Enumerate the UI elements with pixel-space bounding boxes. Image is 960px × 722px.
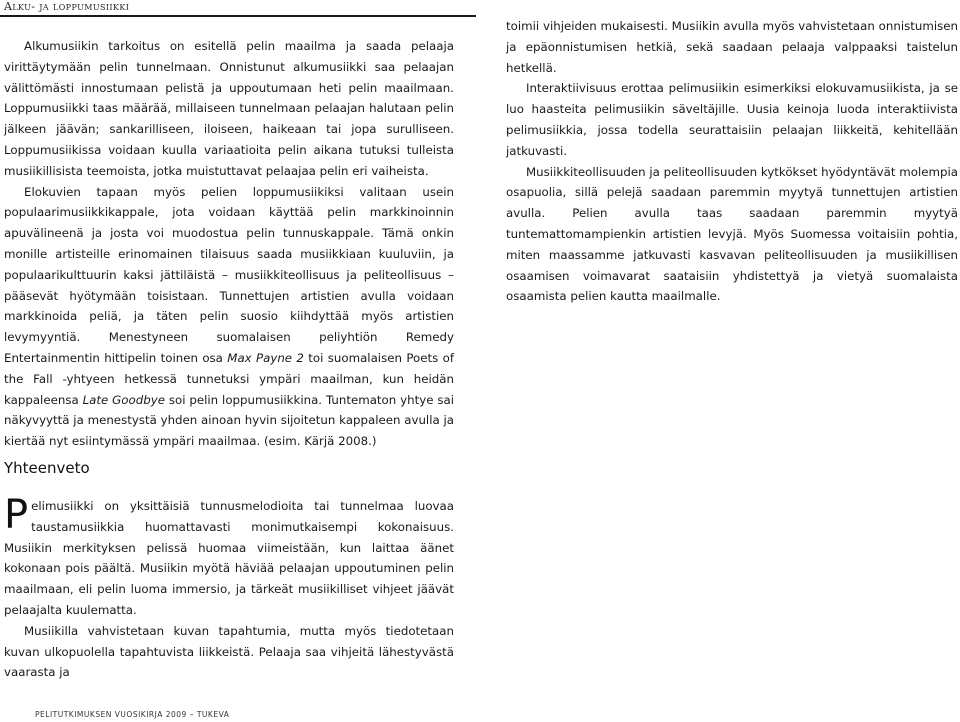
paragraph-end-music-popular bbox=[4, 182, 454, 452]
paragraph-text: toi suomalaisen Poets of the Fall -yhtyeen hetkessä tunnetuksi ympäri maailman, kun heidän kappaleensa bbox=[4, 350, 454, 407]
paragraph-text: elimusiikki on yksittäisiä tunnusmelodioita tai tunnelmaa luovaa taustamusiikkia huomattavasti monimutkaisempi kokonaisuus. Musiikin merkityksen pelissä huomaa viimeistään, kun laittaa äänet kokonaan pois päältä. Musiikin myötä häviää pelaajan uppoutuminen pelin maailmaan, eli pelin luoma immersio, ja tärkeät musiikilliset vihjeet jäävät pelaajalta kuulematta. bbox=[4, 499, 454, 617]
summary-paragraph-2: Musiikilla vahvistetaan kuvan tapahtumia, mutta myös tiedotetaan kuvan ulkopuolella tapahtuvista liikkeistä. Pelaaja saa vihjeitä lähestyvästä vaarasta ja bbox=[4, 623, 454, 680]
right-column bbox=[506, 16, 958, 307]
game-title-max-payne: Max Payne 2 bbox=[227, 350, 304, 365]
drop-cap: P bbox=[4, 492, 29, 538]
left-column bbox=[4, 36, 454, 452]
paragraph-text: Elokuvien tapaan myös pelien loppumusiikiksi valitaan usein populaarimusiikkikappale, jota voidaan käyttää pelin markkinoinnin apuvälineenä ja josta voi muodostua pelin tunnuskappale. Tämä onkin monille artisteille erinomainen tilaisuus saada musiikkiaan kuuluviin, ja populaarikulttuurin kaksi jättiläistä – musiikkiteollisuus ja peliteollisuus – pääsevät hyötymään toisistaan. Tunnettujen artistien avulla voidaan markkinoida peliä, ja täten pelin suosio kiihdyttää myös artistien levymyyntiä. Menestyneen suomalaisen peliyhtiön Remedy Entertainmentin hittipelin toinen osa bbox=[4, 184, 454, 365]
section-heading-summary: Yhteenveto bbox=[4, 459, 90, 477]
paragraph-text: soi pelin loppumusiikkina. Tuntematon yhtye sai näkyvyyttä ja menestystä yhden ainoan hyvin sijoitetun kappaleen avulla ja kiertää nyt esiintymässä ympäri maailmaa. (esim. Kärjä 2008.) bbox=[4, 392, 454, 449]
song-title-late-goodbye: Late Goodbye bbox=[82, 392, 165, 407]
paragraph-start-end-music: Alkumusiikin tarkoitus on esitellä pelin maailma ja saada pelaaja virittäytymään pelin tunnelmaan. Onnistunut alkumusiikki saa pelaajan välittömästi innostumaan pelistä ja uppoutumaan heti pelin maailmaan. Loppumusiikki taas määrää, millaiseen tunnelmaan pelaajan halutaan pelin jälkeen jäävän; sankarilliseen, iloiseen, haikeaan tai jopa surulliseen. Loppumusiikissa voidaan kuulla variaatioita pelin aikana tutuksi tulleista musiikillisista teemoista, jotka muistuttavat pelaajaa pelin eri vaiheista. bbox=[4, 39, 454, 178]
summary-column bbox=[4, 492, 454, 683]
header-rule bbox=[0, 15, 476, 17]
summary-paragraph-1 bbox=[4, 492, 454, 621]
paragraph-industry-links: Musiikkiteollisuuden ja peliteollisuuden kytkökset hyödyntävät molempia osapuolia, sillä pelejä saadaan paremmin myytyä tunnettujen artistien avulla. Pelien avulla taas saadaan paremmin myytyä tuntemattomampienkin artistien levyjä. Myös Suomessa voitaisiin pohtia, miten maassamme jatkuvasti kasvavan peliteollisuuden ja musiikillisen osaamisen voimavarat saataisiin yhdistettyä ja vietyä suomalaista osaamista pelien kautta maailmalle. bbox=[506, 164, 958, 304]
page-footer: PELITUTKIMUKSEN VUOSIKIRJA 2009 – TUKEVA bbox=[35, 710, 230, 719]
paragraph-interactivity: Interaktiivisuus erottaa pelimusiikin esimerkiksi elokuvamusiikista, ja se luo haasteita pelimusiikin säveltäjille. Uusia keinoja luoda interaktiivista pelimusiikkia, jossa todella seurattaisiin pelaajan liikkeitä, kehitellään jatkuvasti. bbox=[506, 81, 958, 158]
paragraph-continuation: toimii vihjeiden mukaisesti. Musiikin avulla myös vahvistetaan onnistumisen ja epäonnistumisen hetkiä, sekä saadaan pelaaja valppaaksi taistelun hetkellä. bbox=[506, 19, 958, 75]
section-title: Alku- ja loppumusiikki bbox=[4, 0, 130, 13]
